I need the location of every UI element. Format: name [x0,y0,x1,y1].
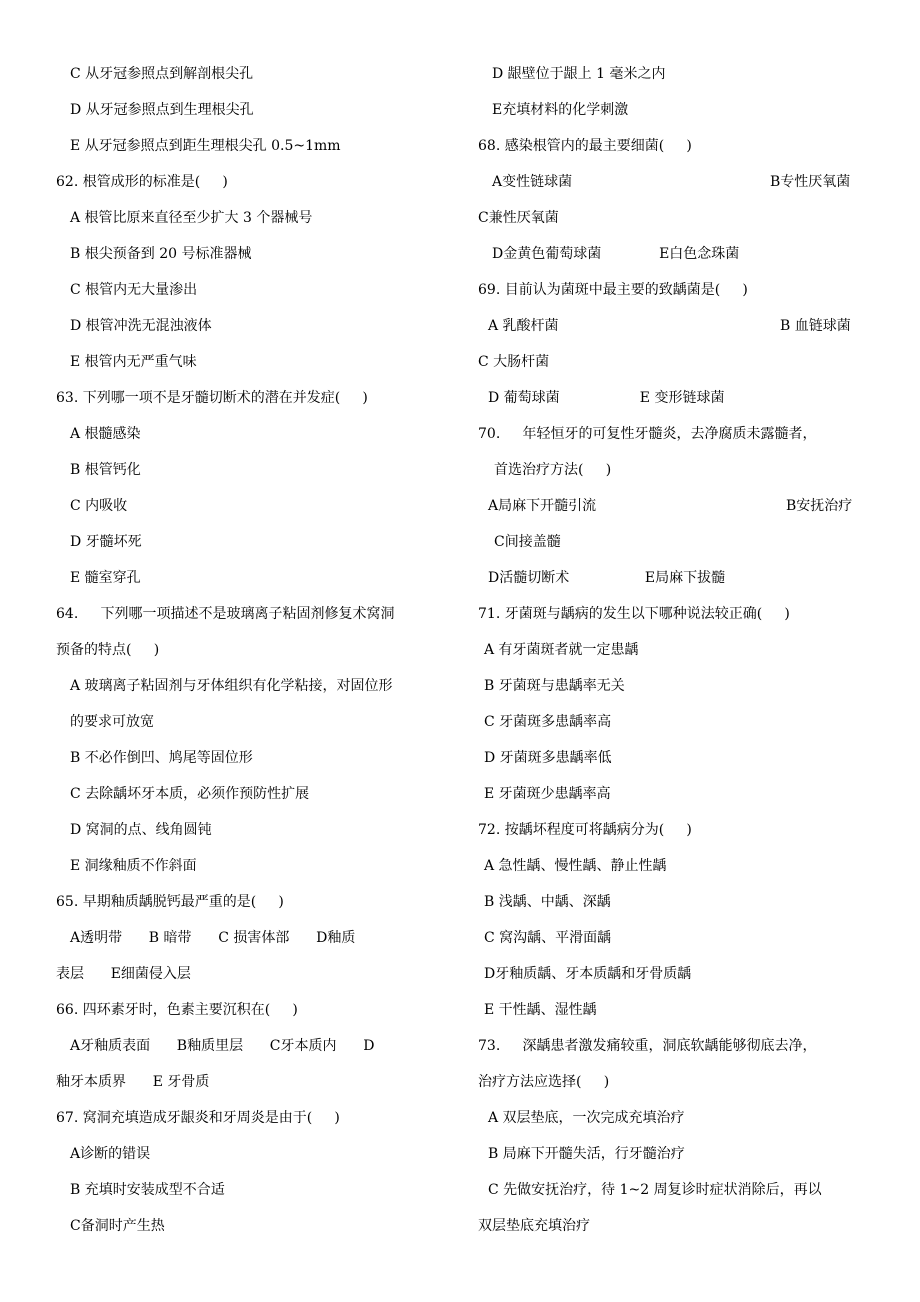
option-text: 釉牙本质界 E 牙骨质 [56,1074,210,1090]
question-text: 治疗方法应选择( ) [478,1074,610,1090]
option-text: A 根髓感染 [70,426,141,442]
option-text: A 双层垫底，一次完成充填治疗 [488,1110,685,1126]
option-text: C 内吸收 [70,498,128,514]
option-text: D 葡萄球菌 E 变形链球菌 [488,390,725,406]
option-text: C 去除龋坏牙本质，必须作预防性扩展 [70,786,310,802]
option-text: C兼性厌氧菌 [478,210,559,226]
option-text: C 根管内无大量渗出 [70,282,198,298]
question-text: 71. 牙菌斑与龋病的发生以下哪种说法较正确( ) [478,606,790,622]
option-text: A透明带 B 暗带 C 损害体部 D釉质 [70,930,356,946]
option-text: C备洞时产生热 [70,1218,165,1234]
question-text: 68. 感染根管内的最主要细菌( ) [478,138,692,154]
question-text: 73. 深龋患者激发痛较重，洞底软龋能够彻底去净， [478,1038,817,1054]
option-text: B 根尖预备到 20 号标准器械 [70,246,252,262]
question-text: 预备的特点( ) [56,642,160,658]
option-text: 双层垫底充填治疗 [478,1218,590,1234]
option-text: C 窝沟龋、平滑面龋 [484,930,612,946]
option-text: A牙釉质表面 B釉质里层 C牙本质内 D [70,1038,375,1054]
question-text: 64. 下列哪一项描述不是玻璃离子粘固剂修复术窝洞 [56,606,395,622]
option-text: C 牙菌斑多患龋率高 [484,714,612,730]
option-text: D 根管冲洗无混浊液体 [70,318,212,334]
option-text: C间接盖髓 [494,534,561,550]
option-text: B 局麻下开髓失活，行牙髓治疗 [488,1146,685,1162]
option-text: A 急性龋、慢性龋、静止性龋 [484,858,667,874]
option-text: A 有牙菌斑者就一定患龋 [484,642,639,658]
option-text: B 充填时安装成型不合适 [70,1182,225,1198]
option-text: D 窝洞的点、线角圆钝 [70,822,212,838]
option-text: B 血链球菌 [780,318,851,334]
question-text: 62. 根管成形的标准是( ) [56,174,228,190]
option-text: B 浅龋、中龋、深龋 [484,894,611,910]
option-text: C 大肠杆菌 [478,354,550,370]
option-text: B 牙菌斑与患龋率无关 [484,678,625,694]
option-text: E 干性龋、湿性龋 [484,1002,597,1018]
option-text: D牙釉质龋、牙本质龋和牙骨质龋 [484,966,692,982]
option-text: 的要求可放宽 [70,714,154,730]
question-text: 63. 下列哪一项不是牙髓切断术的潜在并发症( ) [56,390,368,406]
question-text: 69. 目前认为菌斑中最主要的致龋菌是( ) [478,282,748,298]
option-text: E 从牙冠参照点到距生理根尖孔 0.5~1mm [70,138,341,154]
option-text: D 牙髓坏死 [70,534,142,550]
option-text: A局麻下开髓引流 [488,498,597,514]
option-text: E 根管内无严重气味 [70,354,197,370]
option-text: A诊断的错误 [70,1146,151,1162]
question-text: 72. 按龋坏程度可将龋病分为( ) [478,822,692,838]
question-text: 首选治疗方法( ) [494,462,612,478]
option-text: D 从牙冠参照点到生理根尖孔 [70,102,254,118]
option-text: A变性链球菌 [492,174,573,190]
option-text: A 玻璃离子粘固剂与牙体组织有化学粘接，对固位形 [70,678,393,694]
question-text: 67. 窝洞充填造成牙龈炎和牙周炎是由于( ) [56,1110,340,1126]
option-text: D 牙菌斑多患龋率低 [484,750,612,766]
option-text: E 洞缘釉质不作斜面 [70,858,197,874]
option-text: E 髓室穿孔 [70,570,141,586]
option-text: D金黄色葡萄球菌 E白色念珠菌 [492,246,740,262]
option-text: E 牙菌斑少患龋率高 [484,786,611,802]
question-text: 70. 年轻恒牙的可复性牙髓炎，去净腐质未露髓者， [478,426,817,442]
option-text: B专性厌氧菌 [770,174,851,190]
option-text: 表层 E细菌侵入层 [56,966,191,982]
option-text: B 不必作倒凹、鸠尾等固位形 [70,750,253,766]
question-text: 65. 早期釉质龋脱钙最严重的是( ) [56,894,284,910]
option-text: C 先做安抚治疗，待 1~2 周复诊时症状消除后，再以 [488,1182,822,1198]
option-text: A 乳酸杆菌 [488,318,559,334]
option-text: B安抚治疗 [786,498,853,514]
question-text: 66. 四环素牙时，色素主要沉积在( ) [56,1002,298,1018]
option-text: D活髓切断术 E局麻下拔髓 [488,570,726,586]
option-text: C 从牙冠参照点到解剖根尖孔 [70,66,254,82]
option-text: A 根管比原来直径至少扩大 3 个器械号 [70,210,313,226]
option-text: D 龈壁位于龈上 1 毫米之内 [492,66,666,82]
option-text: E充填材料的化学刺激 [492,102,629,118]
option-text: B 根管钙化 [70,462,141,478]
